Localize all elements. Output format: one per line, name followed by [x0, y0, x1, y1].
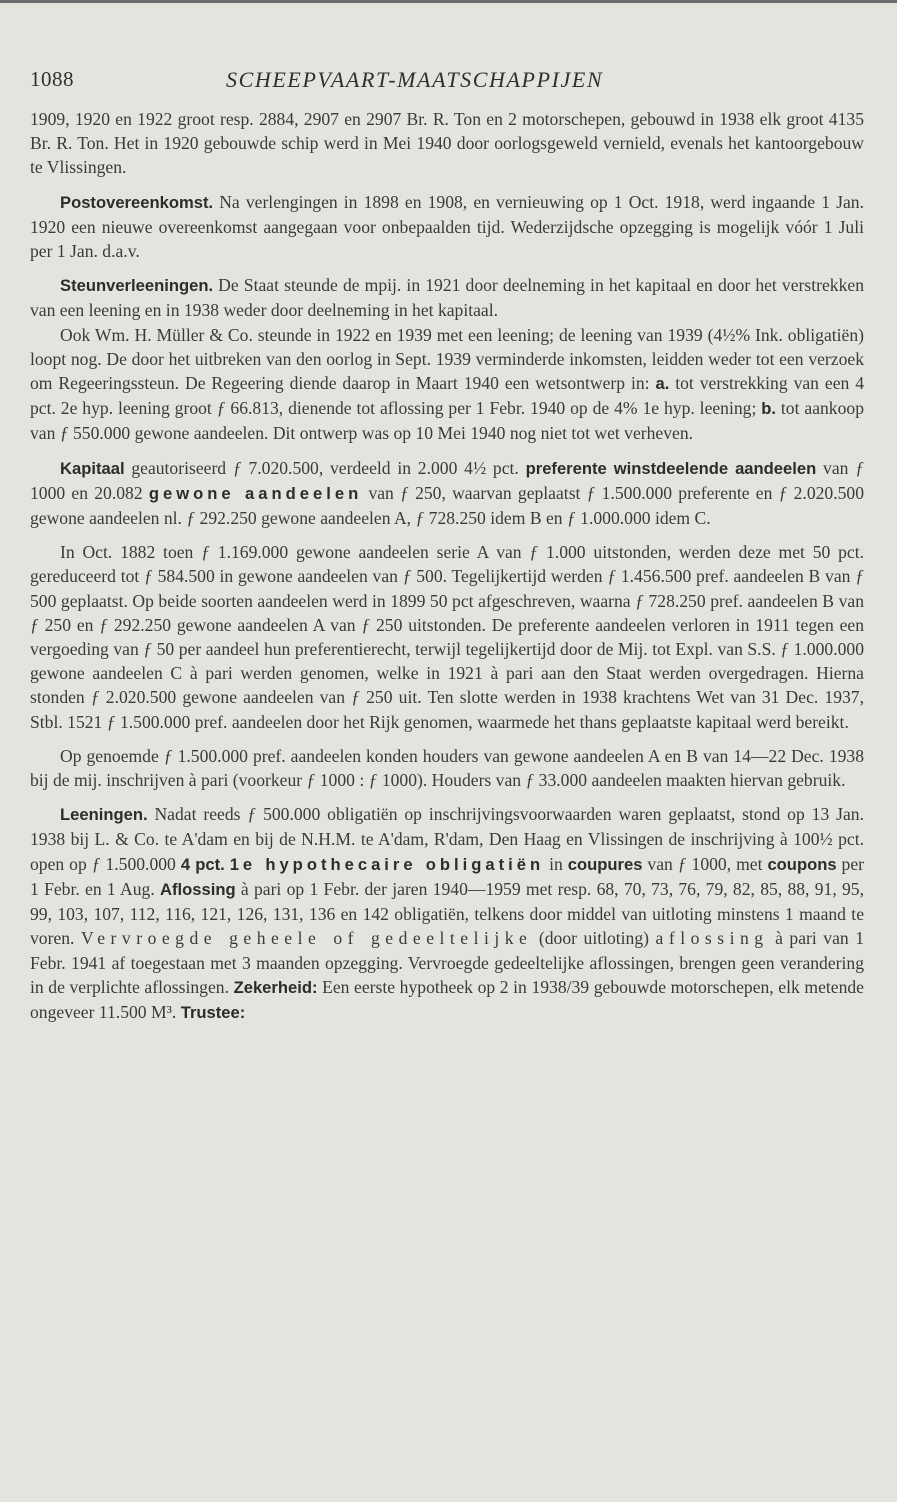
- emphasis-zekerheid: Zekerheid:: [233, 977, 318, 997]
- text-run: van: [816, 457, 856, 478]
- section-heading-postovereenkomst: Postovereenkomst.: [60, 192, 214, 212]
- paragraph-steunverleeningen: [30, 273, 864, 322]
- emphasis-preferente: preferente winstdeelende aandeelen: [525, 458, 817, 478]
- emphasis-coupons: coupons: [767, 854, 837, 874]
- guilder-sign: ƒ: [306, 770, 316, 791]
- guilder-sign: ƒ: [529, 542, 539, 563]
- emphasis-trustee: Trustee:: [180, 1002, 246, 1022]
- guilder-sign: ƒ: [163, 745, 173, 766]
- emphasis-coupures: coupures: [567, 854, 643, 874]
- guilder-sign: ƒ: [144, 566, 153, 587]
- guilder-sign: ƒ: [677, 853, 687, 874]
- text-run: 1.000.000 idem C.: [575, 508, 711, 529]
- guilder-sign: ƒ: [635, 590, 644, 611]
- list-label-a: a.: [655, 374, 670, 394]
- text-run: 584.500 in gewone aandeelen van: [152, 566, 403, 587]
- paragraph-voorkeur: [30, 744, 864, 792]
- emphasis-hypothecaire-obligatien: 1e hypothecaire obligatiën: [229, 854, 545, 874]
- paragraph-postovereenkomst: [30, 190, 864, 264]
- paragraph-text: Na verlengingen in 1898 en 1908, en vernieuwing op 1 Oct. 1918, werd ingaande 1 Jan. 1920 een nieuwe overeenkomst aangegaan voor onbepaalden tijd. Wederzijdsche opzegging is mogelijk vóór 1 Juli per 1 Jan. d.a.v.: [30, 191, 864, 262]
- text-run: In Oct. 1882 toen: [60, 542, 202, 563]
- guilder-sign: ƒ: [566, 508, 576, 529]
- section-heading-kapitaal: Kapitaal: [60, 458, 125, 478]
- guilder-sign: ƒ: [586, 482, 596, 503]
- paragraph-text: De Staat steunde de mpij. in 1921 door deelneming in het kapitaal en door het verstrekken van een leening en in 1938 weder door deelneming in het kapitaal.: [30, 275, 864, 321]
- emphasis-gewone-aandeelen: gewone aandeelen: [148, 483, 363, 503]
- text-run: 7.020.500, verdeeld in 2.000 4½ pct.: [241, 457, 526, 478]
- section-heading-leeningen: Leeningen.: [60, 805, 148, 825]
- list-label-b: b.: [761, 399, 777, 419]
- page-body: [30, 107, 864, 1025]
- text-run: Ook Wm. H. Müller & Co. steunde in 1922 en 1939 met een leening; de leening van 1939 (4½% Ink. obligatiën) loopt nog. De door het uitbreken van den oorlog in Sept. 1939 verminderde inkomsten, leidden weder tot een verzoek om Regeeringssteun. De Regeering diende daarop in Maart 1940 een wetsontwerp in:: [30, 324, 864, 394]
- text-run: per 1 Febr. en 1 Aug.: [30, 853, 865, 899]
- guilder-sign: ƒ: [201, 542, 210, 563]
- text-run: 50 per aandeel hun preferentierecht, terwijl tegelijkertijd door de Mij. tot Expl. van S.S.: [152, 639, 781, 660]
- text-run: 1.169.000 gewone aandeelen serie A van: [209, 542, 530, 563]
- guilder-sign: ƒ: [351, 687, 360, 708]
- guilder-sign: ƒ: [91, 853, 101, 874]
- text-run: 500. Tegelijkertijd werden: [411, 566, 608, 587]
- guilder-sign: ƒ: [232, 457, 242, 478]
- section-heading-steunverleeningen: Steunverleeningen.: [60, 276, 214, 296]
- guilder-sign: ƒ: [607, 566, 617, 587]
- paragraph-kapitaal: [30, 456, 864, 531]
- text-run: 33.000 aandeelen maakten hiervan gebruik.: [534, 770, 846, 791]
- guilder-sign: ƒ: [368, 770, 378, 791]
- paragraph-leeningen: [30, 802, 864, 1025]
- text-run: 66.813, dienende tot aflossing per 1 Febr. 1940 op de 4% 1e hyp. leening;: [225, 398, 762, 419]
- guilder-sign: ƒ: [415, 508, 425, 529]
- page-header: [30, 67, 864, 95]
- page-number: 1088: [30, 67, 74, 91]
- text-run: 292.250 gewone aandeelen A van: [108, 614, 362, 635]
- text-run: 1.500.000: [100, 853, 181, 874]
- text-run: Een eerste hypotheek op 2 in 1938/39 gebouwde motorschepen, elk metende ongeveer 11.500 M³.: [30, 976, 864, 1022]
- text-run: 1000 :: [315, 770, 369, 791]
- text-run: 550.000 gewone aandeelen. Dit ontwerp was op 10 Mei 1940 nog niet tot wet verheven.: [68, 423, 694, 444]
- guilder-sign: ƒ: [90, 687, 100, 708]
- text-run: (door uitloting): [532, 928, 656, 949]
- text-run: 2.020.500 gewone aandeelen van: [99, 687, 352, 708]
- text-run: 1.500.000 pref. aandeelen door het Rijk genomen, waarmede het thans geplaatste kapitaal werd bereikt.: [115, 711, 849, 732]
- guilder-sign: ƒ: [30, 614, 39, 635]
- text-run: 250 en: [38, 614, 100, 635]
- guilder-sign: ƒ: [186, 508, 196, 529]
- guilder-sign: ƒ: [780, 639, 790, 660]
- guilder-sign: ƒ: [99, 614, 109, 635]
- text-run: Op genoemde: [60, 745, 164, 766]
- text-run: tot aankoop van: [30, 398, 864, 444]
- text-run: 1000 en 20.082: [30, 482, 149, 503]
- guilder-sign: ƒ: [525, 770, 535, 791]
- text-run: 250, waarvan geplaatst: [408, 482, 587, 503]
- emphasis-4-pct: 4 pct.: [180, 854, 225, 874]
- emphasis-vervroegde: Vervroegde geheele of gedeeltelijke: [80, 928, 533, 949]
- text-run: 250 uitstonden. De preferente aandeelen verloren in 1911 tegen een vergoeding van: [30, 614, 864, 660]
- guilder-sign: ƒ: [59, 423, 69, 444]
- paragraph-history: [30, 540, 864, 734]
- text-run: 1.500.000 preferente en: [595, 482, 779, 503]
- guilder-sign: ƒ: [361, 614, 371, 635]
- guilder-sign: ƒ: [402, 566, 412, 587]
- guilder-sign: ƒ: [216, 398, 226, 419]
- guilder-sign: ƒ: [400, 482, 409, 503]
- text-run: 1000). Houders van: [377, 770, 526, 791]
- text-run: 1000, met: [686, 853, 768, 874]
- guilder-sign: ƒ: [855, 457, 864, 478]
- emphasis-aflossing: Aflossing: [160, 879, 236, 899]
- text-run: van: [642, 853, 678, 874]
- paragraph-muller-leening: [30, 323, 864, 446]
- text-run: à pari op 1 Febr. der jaren 1940—1959 met resp. 68, 70, 73, 76, 79, 82, 85, 88, 91, 95, 99, 103, 107, 112, 116, 121, 126, 131, 136 en 142 obligatiën, telkens door middel van uitloting minstens 1 maand te voren.: [30, 878, 864, 949]
- text-run: 728.250 pref. aandeelen B van: [643, 590, 864, 611]
- text-run: 500 geplaatst. Op beide soorten aandeelen werd in 1899 50 pct afgeschreven, waarna: [30, 590, 636, 611]
- text-run: geautoriseerd: [124, 457, 233, 478]
- text-run: van: [362, 482, 401, 503]
- guilder-sign: ƒ: [247, 804, 257, 825]
- paragraph-vessels: [30, 107, 864, 180]
- text-run: 1.500.000 pref. aandeelen konden houders van gewone aandeelen A en B van 14—22 Dec. 1938 bij de mij. inschrijven à pari (voorkeur: [30, 745, 865, 791]
- text-run: 1.000 uitstonden, werden deze met 50 pct. gereduceerd tot: [30, 542, 864, 587]
- guilder-sign: ƒ: [778, 482, 788, 503]
- text-run: 292.250 gewone aandeelen A,: [195, 508, 416, 529]
- text-run: in: [544, 853, 568, 874]
- text-run: 2.020.500 gewone aandeelen nl.: [30, 482, 865, 529]
- emphasis-aflossing-spaced: aflossing: [655, 928, 769, 949]
- text-run: 1.000.000 gewone aandeelen C à pari werden genomen, welke in 1921 à pari aan den Staat werden overgedragen. Hierna stonden: [30, 639, 864, 708]
- text-run: à pari van 1 Febr. 1941 af toegestaan met 3 maanden opzegging. Vervroegde gedeeltelijke aflossingen, brengen geen verandering in de verplichte aflossingen.: [30, 928, 864, 997]
- text-run: tot verstrekking van een 4 pct. 2e hyp. leening groot: [30, 373, 865, 419]
- guilder-sign: ƒ: [143, 639, 153, 660]
- text-run: 728.250 idem B en: [424, 508, 567, 529]
- guilder-sign: ƒ: [855, 566, 865, 587]
- text-run: 250 uit. Ten slotte werden in 1938 krachtens Wet van 31 Dec. 1937, Stbl. 1521: [30, 687, 864, 732]
- paragraph-text: 1909, 1920 en 1922 groot resp. 2884, 2907 en 2907 Br. R. Ton en 2 motorschepen, gebouwd in 1938 elk groot 4135 Br. R. Ton. Het in 1920 gebouwde schip werd in Mei 1940 door oorlogsgeweld vernield, evenals het kantoorgebouw te Vlissingen.: [30, 109, 864, 178]
- running-title: SCHEEPVAART-MAATSCHAPPIJEN: [226, 67, 604, 92]
- text-run: 1.456.500 pref. aandeelen B van: [616, 566, 856, 587]
- text-run: Nadat reeds: [147, 804, 248, 825]
- text-run: 500.000 obligatiën op inschrijvingsvoorwaarden waren geplaatst, stond op 13 Jan. 1938 bij L. & Co. te A'dam en bij de N.H.M. te A'dam, R'dam, Den Haag en Vlissingen de inschrijving à 100½ pct. open op: [30, 804, 865, 874]
- guilder-sign: ƒ: [106, 711, 116, 732]
